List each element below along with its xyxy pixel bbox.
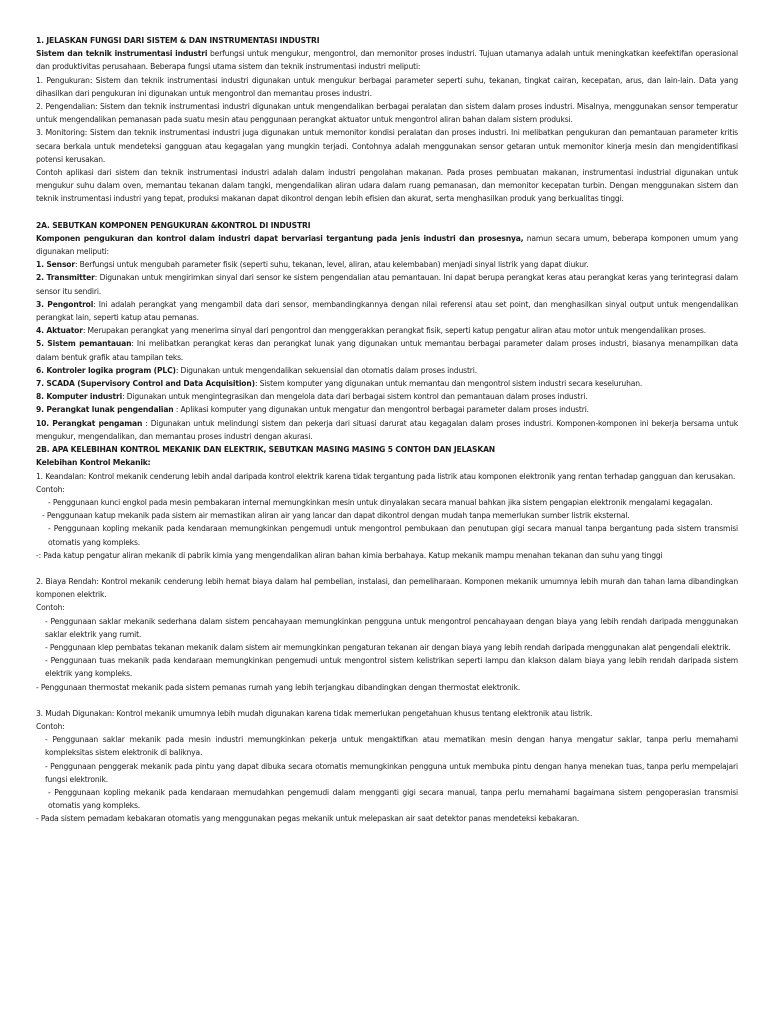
section-1-item-1: 1. Pengukuran: Sistem dan teknik instrumentasi industri digunakan untuk mengukur berbagai parameter seperti suhu, tekanan, tingkat cairan, kecepatan, arus, dan lain-lain. Data yang dihasilkan dari pengukuran ini digunakan untuk mengontrol dan memantau proses industri. bbox=[36, 75, 738, 98]
example-item: - Penggunaan kopling mekanik pada kendaraan memungkinkan pengemudi untuk mengontrol pembukaan dan penutupan gigi secara manual tanpa bergantung pada sistem transmisi otomatis yang kompleks. bbox=[48, 524, 738, 547]
component-item bbox=[36, 258, 738, 271]
section-2a-intro-text: namun secara umum, beberapa komponen umum yang digunakan meliputi: bbox=[36, 233, 738, 257]
section-1-item-2: 2. Pengendalian: Sistem dan teknik instrumentasi industri digunakan untuk mengendalikan berbagai peralatan dan sistem dalam proses industri. Misalnya, menggunakan sensor temperatur untuk mengendalikan pemanasan pada suatu mesin atau penggunaan perangkat aktuator untuk mengontrol aliran bahan dalam sistem produksi. bbox=[36, 102, 738, 125]
component-item bbox=[36, 390, 738, 403]
component-desc: : Digunakan untuk mengirimkan sinyal dari sensor ke sistem pengendalian atau pemantauan. Ini dapat berupa perangkat keras atau perangkat keras yang terintegrasi dalam sensor itu sendiri. bbox=[36, 273, 738, 296]
component-item bbox=[36, 364, 738, 377]
component-term: 5. Sistem pemantauan bbox=[36, 339, 132, 349]
component-term: 7. SCADA (Supervisory Control and Data Acquisition) bbox=[36, 379, 255, 389]
component-term: 9. Perangkat lunak pengendalian bbox=[36, 405, 174, 415]
section-1-intro-text: berfungsi untuk mengukur, mengontrol, dan memonitor proses industri. Tujuan utamanya adalah untuk meningkatkan keefektifan operasional dan produktivitas perusahaan. Beberapa fungsi utama sistem dan teknik instrumentasi industri meliputi: bbox=[36, 49, 738, 72]
section-1-intro bbox=[36, 47, 738, 73]
section-1-intro-bold: Sistem dan teknik instrumentasi industri bbox=[36, 49, 208, 59]
spacer bbox=[36, 694, 738, 707]
component-term: 4. Aktuator bbox=[36, 326, 83, 336]
example-item: - Penggunaan klep pembatas tekanan mekanik dalam sistem air memungkinkan pengaturan tekanan air dengan biaya yang lebih rendah daripada menggunakan alat pengendali elektrik. bbox=[45, 642, 731, 652]
contoh-label: Contoh: bbox=[36, 484, 65, 494]
contoh-label: Contoh: bbox=[36, 721, 65, 731]
advantage-3-title: 3. Mudah Digunakan: Kontrol mekanik umumnya lebih mudah digunakan karena tidak memerlukan pengetahuan khusus tentang elektronik atau listrik. bbox=[36, 708, 593, 718]
component-item bbox=[36, 324, 738, 337]
component-term: 10. Perangkat pengaman bbox=[36, 418, 143, 428]
advantage-2-title: 2. Biaya Rendah: Kontrol mekanik cenderung lebih hemat biaya dalam hal pembelian, instalasi, dan pemeliharaan. Komponen mekanik umumnya lebih murah dan tahan lama dibandingkan komponen elektrik. bbox=[36, 576, 738, 600]
component-term: 3. Pengontrol bbox=[36, 299, 94, 309]
component-desc: : Berfungsi untuk mengubah parameter fisik (seperti suhu, tekanan, level, aliran, atau kelembaban) menjadi sinyal listrik yang dapat diukur. bbox=[74, 260, 589, 270]
spacer bbox=[36, 206, 738, 219]
example-item: - Penggunaan thermostat mekanik pada sistem pemanas rumah yang lebih terjangkau dibandingkan dengan thermostat elektronik. bbox=[36, 682, 521, 692]
component-desc: : Sistem komputer yang digunakan untuk memantau dan mengontrol sistem industri secara keseluruhan. bbox=[254, 379, 643, 389]
section-2a-intro bbox=[36, 232, 738, 258]
section-2b-heading: 2B. APA KELEBIHAN KONTROL MEKANIK DAN ELEKTRIK, SEBUTKAN MASING MASING 5 CONTOH DAN JELASKAN bbox=[36, 445, 495, 455]
component-item bbox=[36, 377, 738, 390]
component-item bbox=[36, 298, 738, 324]
example-item: - Penggunaan kunci engkol pada mesin pembakaran internal memungkinkan mesin untuk dinyalakan secara manual bahkan jika sistem pengapian elektronik mengalami kegagalan. bbox=[48, 497, 713, 507]
component-desc: : Merupakan perangkat yang menerima sinyal dari pengontrol dan menggerakkan perangkat fisik, seperti katup pengatur aliran atau motor untuk mengendalikan proses. bbox=[82, 326, 706, 336]
component-desc: : Digunakan untuk mengintegrasikan dan mengelola data dari berbagai sistem kontrol dan pemantauan dalam proses industri. bbox=[122, 392, 588, 402]
example-item: - Penggunaan kopling mekanik pada kendaraan memudahkan pengemudi dalam mengganti gigi secara manual, tanpa perlu memahami bagaimana sistem pengoperasian transmisi otomatis yang kompleks. bbox=[48, 787, 738, 811]
component-term: 1. Sensor bbox=[36, 260, 75, 270]
component-item bbox=[36, 417, 738, 443]
component-item bbox=[36, 403, 738, 416]
example-item: - Penggunaan tuas mekanik pada kendaraan memungkinkan pengemudi untuk mengontrol sistem kelistrikan seperti lampu dan klakson dalam biaya yang lebih rendah daripada sistem elektrik yang kompleks. bbox=[45, 656, 738, 679]
component-desc: : Ini adalah perangkat yang mengambil data dari sensor, membandingkannya dengan nilai referensi atau set point, dan menghasilkan sinyal output untuk mengendalikan perangkat lain, seperti katup atau pemanas. bbox=[36, 299, 738, 323]
example-item: - Penggunaan saklar mekanik sederhana dalam sistem pencahayaan memungkinkan pengguna untuk mengontrol pencahayaan dengan biaya yang lebih rendah daripada menggunakan saklar elektrik yang rumit. bbox=[45, 616, 738, 639]
section-1-closing: Contoh aplikasi dari sistem dan teknik instrumentasi industri adalah dalam industri pengolahan makanan. Pada proses pembuatan makanan, instrumentasi industrial digunakan untuk mengukur suhu dalam oven, memantau tekanan dalam tangki, mengendalikan aliran udara dalam ruang pemanasan, dan memonitor kecepatan turbin. Dengan menggunakan sistem dan teknik instrumentasi industri yang tepat, produksi makanan dapat dikontrol dengan lebih efisien dan akurat, serta menghasilkan produk yang berkualitas tinggi. bbox=[36, 168, 738, 204]
component-desc: : Digunakan untuk melindungi sistem dan pekerja dari situasi darurat atau kegagalan dalam proses industri. Komponen-komponen ini bekerja bersama untuk mengukur, mengendalikan, dan memantau proses industri dengan akurasi. bbox=[36, 418, 738, 441]
component-desc: : Digunakan untuk mengendalikan sekuensial dan otomatis dalam proses industri. bbox=[175, 365, 477, 375]
contoh-label: Contoh: bbox=[36, 603, 65, 613]
component-item bbox=[36, 337, 738, 363]
section-1-item-3: 3. Monitoring: Sistem dan teknik instrumentasi industri juga digunakan untuk memonitor kondisi peralatan dan proses industri. Ini melibatkan pengukuran dan pemantauan parameter kritis secara berkala untuk mendeteksi gangguan atau kegagalan yang mungkin terjadi. Contohnya adalah menggunakan sensor getaran untuk memonitor kinerja mesin dan mengidentifikasi potensi kerusakan. bbox=[36, 128, 738, 164]
component-term: 6. Kontroler logika program (PLC) bbox=[36, 365, 176, 375]
section-2b-subheading: Kelebihan Kontrol Mekanik: bbox=[36, 458, 151, 468]
advantage-1-title: 1. Keandalan: Kontrol mekanik cenderung lebih andal daripada kontrol elektrik karena tidak tergantung pada listrik atau komponen elektronik yang rentan terhadap gangguan dan kerusakan. bbox=[36, 471, 736, 481]
component-desc: : Ini melibatkan perangkat keras dan perangkat lunak yang digunakan untuk memantau berbagai parameter dalam proses industri, biasanya menampilkan data dalam bentuk grafik atau tampilan teks. bbox=[36, 339, 738, 362]
example-item: -: Pada katup pengatur aliran mekanik di pabrik kimia yang mengendalikan aliran bahan kimia berbahaya. Katup mekanik mampu menahan tekanan dan suhu yang tinggi bbox=[36, 550, 663, 560]
example-item: - Penggunaan penggerak mekanik pada pintu yang dapat dibuka secara otomatis memungkinkan pengguna untuk membuka pintu dengan hanya menekan tuas, tanpa perlu mempelajari fungsi elektronik. bbox=[45, 761, 738, 784]
example-item: - Penggunaan saklar mekanik pada mesin industri memungkinkan pekerja untuk mengaktifkan atau mematikan mesin dengan hanya mengatur saklar, tanpa perlu memahami kompleksitas sistem elektronik di baliknya. bbox=[45, 735, 738, 758]
component-item bbox=[36, 271, 738, 297]
example-item: - Pada sistem pemadam kebakaran otomatis yang menggunakan pegas mekanik untuk melepaskan air saat detektor panas mendeteksi kebakaran. bbox=[36, 814, 580, 824]
section-2a-intro-bold: Komponen pengukuran dan kontrol dalam industri dapat bervariasi tergantung pada jenis industri dan prosesnya, bbox=[36, 233, 524, 243]
example-item: - Penggunaan katup mekanik pada sistem air memastikan aliran air yang lancar dan dapat dikontrol dengan mudah tanpa memerlukan sumber listrik eksternal. bbox=[42, 511, 630, 521]
component-term: 2. Transmitter bbox=[36, 273, 95, 283]
spacer bbox=[36, 562, 738, 575]
component-term: 8. Komputer industri bbox=[36, 392, 123, 402]
section-2a-heading: 2A. SEBUTKAN KOMPONEN PENGUKURAN &KONTROL DI INDUSTRI bbox=[36, 220, 311, 230]
section-1-heading: 1. JELASKAN FUNGSI DARI SISTEM & DAN INSTRUMENTASI INDUSTRI bbox=[36, 36, 320, 45]
component-desc: : Aplikasi komputer yang digunakan untuk mengatur dan mengontrol berbagai parameter dalam proses industri. bbox=[173, 405, 589, 415]
